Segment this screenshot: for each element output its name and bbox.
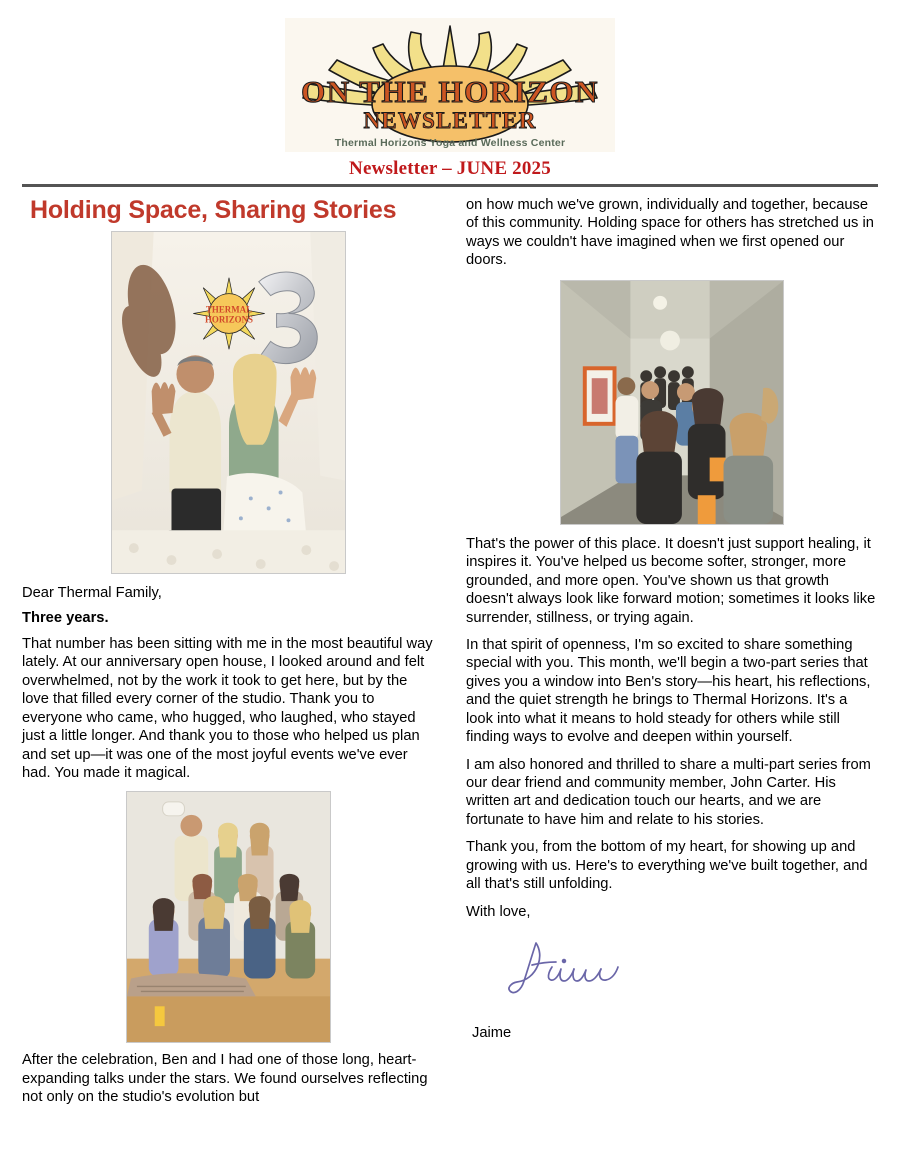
logo-title-line1: ON THE HORIZON (301, 74, 599, 109)
signature-name: Jaime (472, 1025, 512, 1042)
header-divider (22, 184, 878, 187)
issue-date-line: Newsletter – JUNE 2025 (349, 158, 551, 179)
photo-group (126, 791, 331, 1043)
right-paragraph-1: on how much we've grown, individually and together, because of this community. Holding space for others has stretched us in ways we couldn't have imagined when we first opened our doors. (466, 197, 874, 269)
page-title: Holding Space, Sharing Stories (30, 196, 397, 224)
left-paragraph-2: After the celebration, Ben and I had one of those long, heart-expanding talks under the stars. We found ourselves reflecting not only on the studio's evolution but (22, 1052, 428, 1106)
right-paragraph-2: That's the power of this place. It doesn't just support healing, it inspires it. You've helped us become softer, stronger, more grounded, and more open. You've shown us that growth doesn't always look like forward motion; sometimes it looks like surrender, stillness, or trying again. (466, 535, 876, 626)
closing-line: With love, (466, 903, 531, 920)
left-paragraph-1: That number has been sitting with me in the most beautiful way lately. At our anniversary open house, I looked around and felt overwhelmed, not by the work it took to get here, but by the love that filled every corner of the studio. Thank you to everyone who came, who hugged, who laughed, who stayed just a little longer. And thank you to those who helped us plan and set up—it was one of the most joyful events we've ever had. You made it magical. (22, 635, 433, 781)
photo-anniversary (111, 231, 346, 574)
article-columns (0, 196, 900, 1116)
lead-bold-line: Three years. (22, 610, 109, 627)
newsletter-logo (285, 18, 615, 152)
hallway-photo-image (561, 281, 783, 524)
masthead (0, 0, 900, 152)
logo-tagline: Thermal Horizons Yoga and Wellness Center (334, 137, 566, 149)
svg-text:THERMAL: THERMAL (205, 304, 252, 315)
photo-hallway (560, 280, 784, 525)
salutation: Dear Thermal Family, (22, 585, 162, 601)
right-column (466, 196, 878, 1116)
anniversary-photo-image (112, 232, 345, 573)
right-paragraph-3: In that spirit of openness, I'm so excited to share something special with you. This month, we'll begin a two-part series that gives you a window into Ben's story—his heart, his reflections, and the quiet strength he brings to Thermal Horizons. It's a look into what it means to hold steady for others while still finding ways to evolve and deepen within yourself. (466, 636, 871, 746)
handwritten-signature-icon (502, 937, 632, 999)
right-paragraph-5: Thank you, from the bottom of my heart, for showing up and growing with us. Here's to everything we've built together, and all that's still unfolding. (466, 839, 868, 893)
logo-title-line2: NEWSLETTER (363, 108, 537, 133)
svg-text:HORIZONS: HORIZONS (204, 314, 253, 325)
left-column (22, 196, 434, 1116)
right-paragraph-4: I am also honored and thrilled to share a multi-part series from our dear friend and community member, John Carter. His written art and dedication touch our hearts, and we are fortunate to have him and relate to his stories. (466, 756, 871, 828)
sun-logo-icon (285, 18, 615, 152)
signature-block (466, 937, 878, 1041)
signature-image (502, 937, 632, 999)
group-photo-image (127, 792, 330, 1042)
